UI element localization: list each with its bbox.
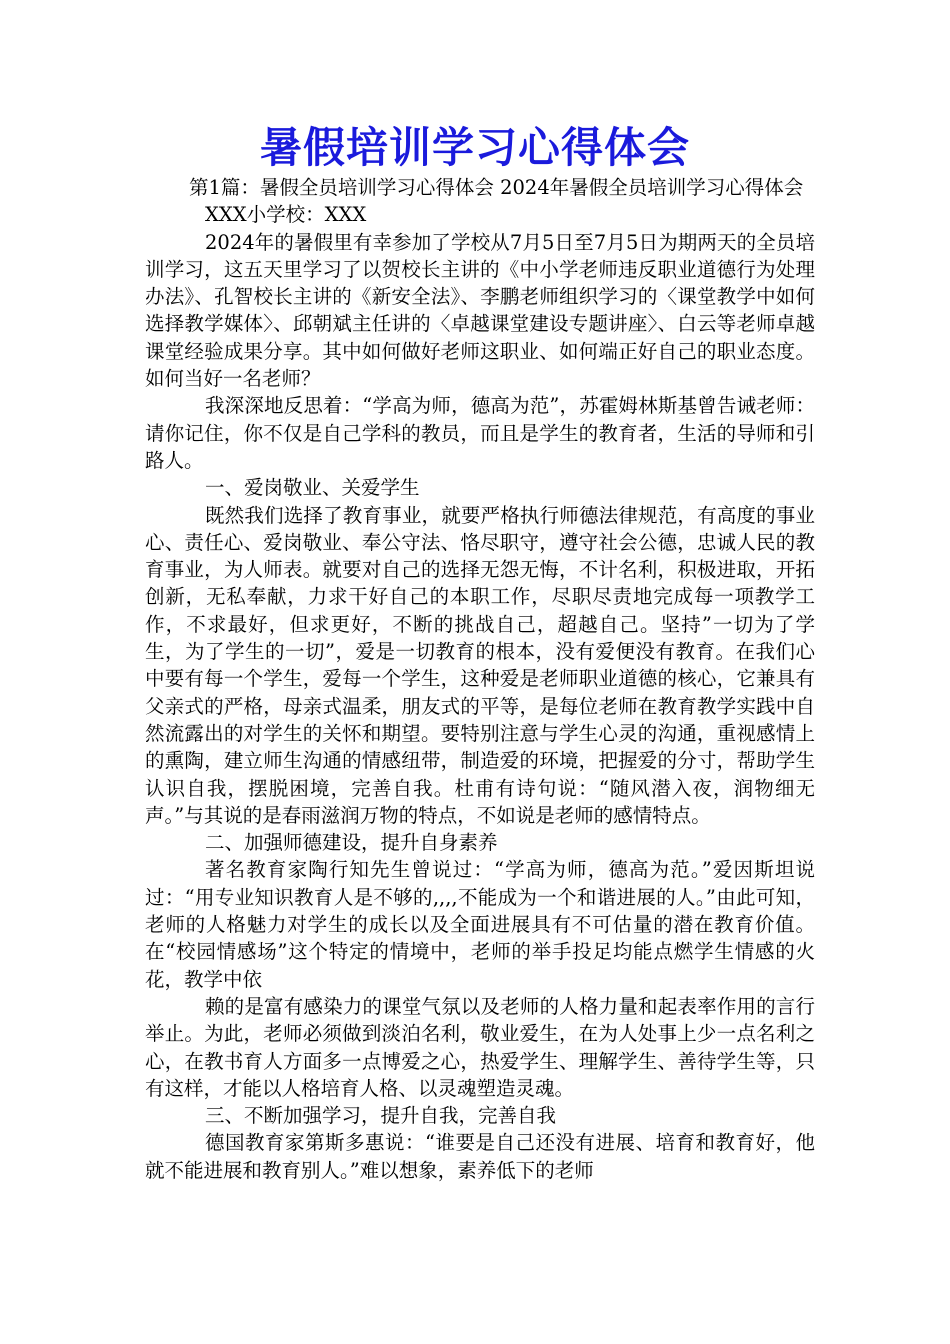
document-title: 暑假培训学习心得体会 — [259, 123, 690, 172]
paragraph-section-2: 著名教育家陶行知先生曾说过：“学高为师，德高为范。”爱因斯坦说过：“用专业知识教育人是不够的,,,,不能成为一个和谐进展的人。”由此可知，老师的人格魅力对学生的成长以及全面进展具有不可估量的潜在教育价值。在“校园情感场”这个特定的情境中，老师的举手投足均能点燃学生情感的火花，教学中依 — [145, 858, 815, 991]
section-heading-1: 一、爱岗敬业、关爱学生 — [205, 476, 420, 500]
paragraph-reflection: 我深深地反思着：“学高为师，德高为范”，苏霍姆林斯基曾告诫老师：请你记住，你不仅是自己学科的教员，而且是学生的教育者，生活的导师和引路人。 — [145, 394, 815, 472]
section-heading-3: 三、不断加强学习，提升自我，完善自我 — [205, 1104, 557, 1128]
paragraph-section-1: 既然我们选择了教育事业，就要严格执行师德法律规范，有高度的事业心、责任心、爱岗敬业、奉公守法、恪尽职守，遵守社会公德，忠诚人民的教育事业，为人师表。就要对自己的选择无怨无悔，不计名利，积极进取，开拓创新，无私奉献，力求干好自己的本职工作，尽职尽责地完成每一项教学工作，不求最好，但求更好，不断的挑战自己，超越自己。坚持”一切为了学生，为了学生的一切”，爱是一切教育的根本，没有爱便没有教育。在我们心中要有每一个学生，爱每一个学生，这种爱是老师职业道德的核心，它兼具有父亲式的严格，母亲式温柔，朋友式的平等，是每位老师在教育教学实践中自然流露出的对学生的关怀和期望。要特别注意与学生心灵的沟通，重视感情上的熏陶，建立师生沟通的情感纽带，制造爱的环境，把握爱的分寸，帮助学生认识自我，摆脱困境，完善自我。杜甫有诗句说：“随风潜入夜，润物细无声。”与其说的是春雨滋润万物的特点，不如说是老师的感情特点。 — [145, 503, 815, 827]
paragraph-author-line: XXX小学校：XXX — [205, 203, 367, 227]
paragraph-article-heading: 第1篇：暑假全员培训学习心得体会 2024年暑假全员培训学习心得体会 — [189, 176, 804, 199]
paragraph-section-3: 德国教育家第斯多惠说：“谁要是自己还没有进展、培育和教育好，他就不能进展和教育别人。”难以想象，素养低下的老师 — [145, 1131, 815, 1182]
document-body — [145, 174, 815, 1184]
paragraph-section-2-continued: 赖的是富有感染力的课堂气氛以及老师的人格力量和起表率作用的言行举止。为此，老师必须做到淡泊名利，敬业爱生，在为人处事上少一点名利之心，在教书育人方面多一点博爱之心，热爱学生、理解学生、善待学生等，只有这样，才能以人格培育人格、以灵魂塑造灵魂。 — [145, 994, 815, 1100]
paragraph-intro: 2024年的暑假里有幸参加了学校从7月5日至7月5日为期两天的全员培训学习，这五天里学习了以贺校长主讲的《中小学老师违反职业道德行为处理办法》、孔智校长主讲的《新安全法》、李鹏老师组织学习的〈课堂教学中如何选择教学媒体〉、邱朝斌主任讲的〈卓越课堂建设专题讲座〉、白云等老师卓越课堂经验成果分享。其中如何做好老师这职业、如何端正好自己的职业态度。如何当好一名老师？ — [145, 230, 815, 391]
section-heading-2: 二、加强师德建设，提升自身素养 — [205, 831, 498, 855]
